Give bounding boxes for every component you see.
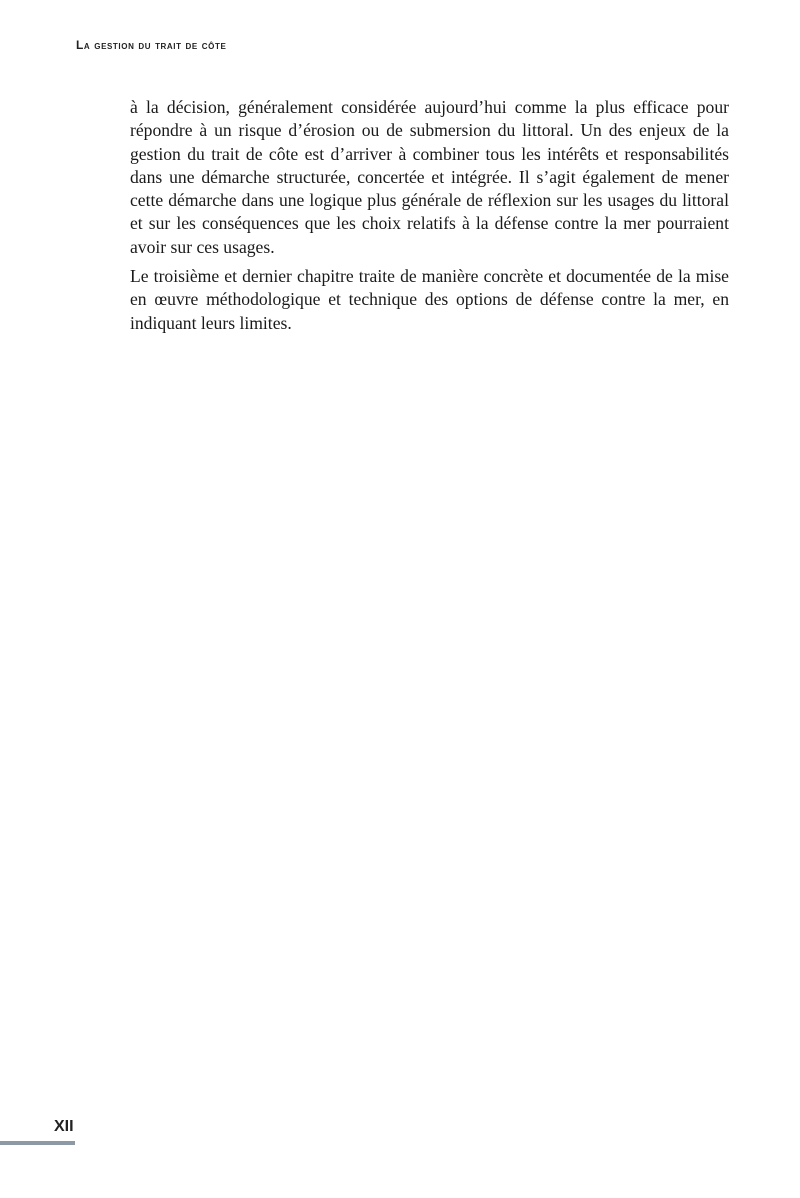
body-text (130, 96, 729, 341)
footer-rule (0, 1141, 75, 1145)
page-number: XII (54, 1118, 74, 1135)
running-header-title: La gestion du trait de côte (76, 38, 227, 52)
paragraph: Le troisième et dernier chapitre traite de manière concrète et documentée de la mise en œuvre méthodologique et technique des options de défense contre la mer, en indiquant leurs limites. (130, 266, 729, 333)
paragraph: à la décision, généralement considérée aujourd’hui comme la plus efficace pour répondre à un risque d’érosion ou de submersion du littoral. Un des enjeux de la gestion du trait de côte est d’arriver à combiner tous les intérêts et responsabilités dans une démarche structurée, concertée et intégrée. Il s’agit également de mener cette démarche dans une logique plus générale de réflexion sur les usages du littoral et sur les conséquences que les choix relatifs à la défense contre la mer pourraient avoir sur ces usages. (130, 97, 729, 257)
